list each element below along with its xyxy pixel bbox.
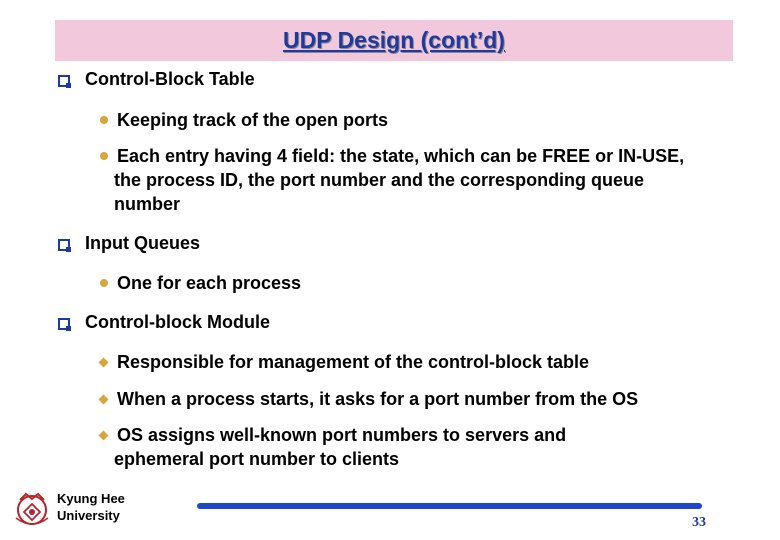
university-seal-icon <box>12 488 52 528</box>
bullet-item <box>114 271 714 295</box>
university-name <box>57 490 125 524</box>
diamond-bullet-icon <box>99 431 109 441</box>
bullet-text: Keeping track of the open ports <box>117 110 389 130</box>
checkbox-bullet-icon <box>58 318 70 330</box>
bullet-item <box>114 350 714 374</box>
bullet-text: Responsible for management of the control-block table <box>117 352 590 372</box>
circle-bullet-icon <box>100 116 108 124</box>
checkbox-bullet-icon <box>58 75 70 87</box>
section-heading-input-queues <box>58 233 200 254</box>
bullet-item <box>114 144 714 216</box>
bullet-item <box>114 387 714 411</box>
checkbox-bullet-icon <box>58 239 70 251</box>
diamond-bullet-icon <box>99 395 109 405</box>
section-heading-text: Control-block Module <box>85 312 270 332</box>
diamond-bullet-icon <box>99 358 109 368</box>
university-line: University <box>57 508 120 523</box>
bullet-item <box>114 423 654 471</box>
page-number: 33 <box>692 515 706 530</box>
bullet-text: When a process starts, it asks for a port number from the OS <box>117 389 639 409</box>
circle-bullet-icon <box>100 152 108 160</box>
bullet-text: OS assigns well-known port numbers to servers and ephemeral port number to clients <box>114 425 567 469</box>
section-heading-control-block-table <box>58 69 255 90</box>
section-heading-text: Input Queues <box>85 233 201 253</box>
section-heading-control-block-module <box>58 312 270 333</box>
footer-accent-bar <box>197 503 702 509</box>
title-band <box>55 20 733 61</box>
bullet-item <box>114 108 714 132</box>
bullet-text: Each entry having 4 field: the state, which can be FREE or IN-USE, the process ID, the port number and the corresponding queue number <box>114 146 685 214</box>
section-heading-text: Control-Block Table <box>85 69 255 89</box>
slide-title: UDP Design (cont’d) <box>283 27 505 53</box>
university-line: Kyung Hee <box>57 491 125 506</box>
circle-bullet-icon <box>100 279 108 287</box>
bullet-text: One for each process <box>117 273 302 293</box>
